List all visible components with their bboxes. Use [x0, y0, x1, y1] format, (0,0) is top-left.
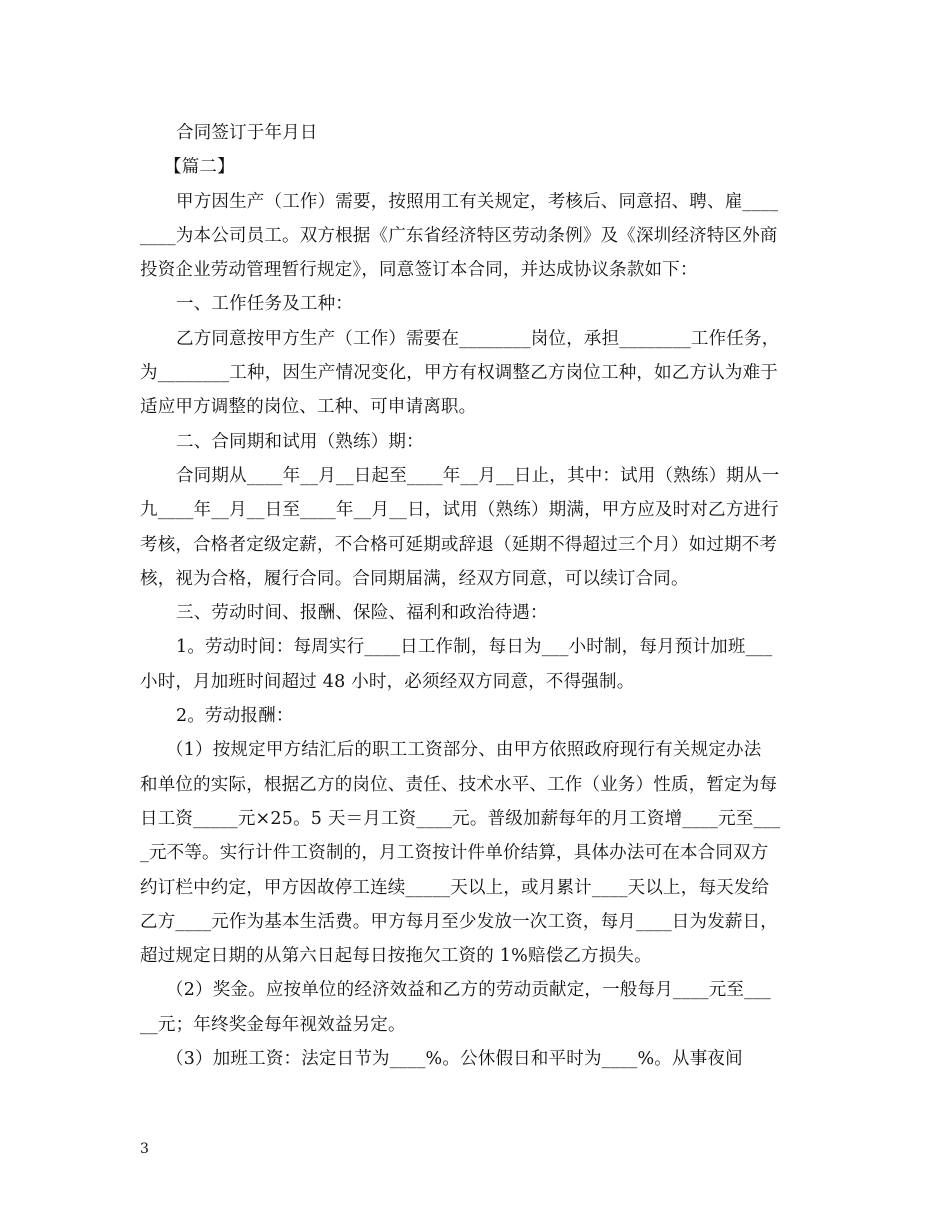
paragraph-line: 小时，月加班时间超过 48 小时，必须经双方同意，不得强制。 — [140, 671, 635, 692]
paragraph-line: （2）奖金。应按单位的经济效益和乙方的劳动贡献定，一般每月____元至___ — [166, 980, 771, 1001]
paragraph-line: 适应甲方调整的岗位、工种、可申请离职。 — [140, 397, 477, 418]
paragraph-line: 核，视为合格，履行合同。合同期届满，经双方同意，可以续订合同。 — [140, 568, 689, 589]
paragraph-line: （3）加班工资：法定日节为____%。公休假日和平时为____%。从事夜间 — [166, 1049, 743, 1070]
paragraph-line: 甲方因生产（工作）需要，按照用工有关规定，考核后、同意招、聘、雇____ — [176, 191, 779, 212]
paragraph-line: 乙方同意按甲方生产（工作）需要在________岗位，承担________工作任务， — [176, 328, 780, 349]
paragraph-line: 乙方____元作为基本生活费。甲方每月至少发放一次工资，每月____日为发薪日， — [140, 911, 778, 932]
section-heading: 【篇二】 — [164, 157, 235, 178]
paragraph-line: 日工资_____元×25。5 天＝月工资____元。普级加薪每年的月工资增____元至___ — [140, 808, 781, 829]
clause-heading: 三、劳动时间、报酬、保险、福利和政治待遇： — [176, 603, 548, 624]
paragraph-line: 约订栏中约定，甲方因故停工连续_____天以上，或月累计____天以上，每天发给 — [140, 877, 770, 898]
paragraph-line: 为________工种，因生产情况变化，甲方有权调整乙方岗位工种，如乙方认为难于 — [140, 363, 778, 384]
paragraph-line: 和单位的实际，根据乙方的岗位、责任、技术水平、工作（业务）性质，暂定为每 — [140, 774, 778, 795]
paragraph-line: 合同签订于年月日 — [176, 123, 318, 143]
clause-heading: 一、工作任务及工种： — [176, 294, 353, 315]
clause-heading: 二、合同期和试用（熟练）期： — [176, 431, 424, 452]
document-body — [140, 116, 812, 1076]
paragraph-line: 超过规定日期的从第六日起每日按拖欠工资的 1%赔偿乙方损失。 — [140, 946, 652, 967]
page-number: 3 — [140, 1141, 149, 1157]
paragraph-line: ____为本公司员工。双方根据《广东省经济特区劳动条例》及《深圳经济特区外商 — [140, 225, 778, 246]
clause-heading: 2。劳动报酬： — [176, 706, 294, 727]
paragraph-line: 九____年__月__日至____年__月__日，试用（熟练）期满，甲方应及时对乙方进行 — [140, 500, 779, 521]
paragraph-line: 投资企业劳动管理暂行规定》，同意签订本合同，并达成协议条款如下： — [140, 260, 698, 281]
paragraph-line: _元不等。实行计件工资制的，月工资按计件单价结算，具体办法可在本合同双方 — [140, 843, 769, 864]
paragraph-line: （1）按规定甲方结汇后的职工工资部分、由甲方依照政府现行有关规定办法 — [166, 740, 762, 761]
paragraph-line: 合同期从____年__月__日起至____年__月__日止，其中：试用（熟练）期从一 — [176, 465, 780, 486]
paragraph-line: 考核，合格者定级定薪，不合格可延期或辞退（延期不得超过三个月）如过期不考 — [140, 534, 778, 555]
paragraph-line: 1。劳动时间：每周实行____日工作制，每日为___小时制，每月预计加班___ — [176, 637, 773, 658]
paragraph-line: __元；年终奖金每年视效益另定。 — [140, 1014, 406, 1035]
